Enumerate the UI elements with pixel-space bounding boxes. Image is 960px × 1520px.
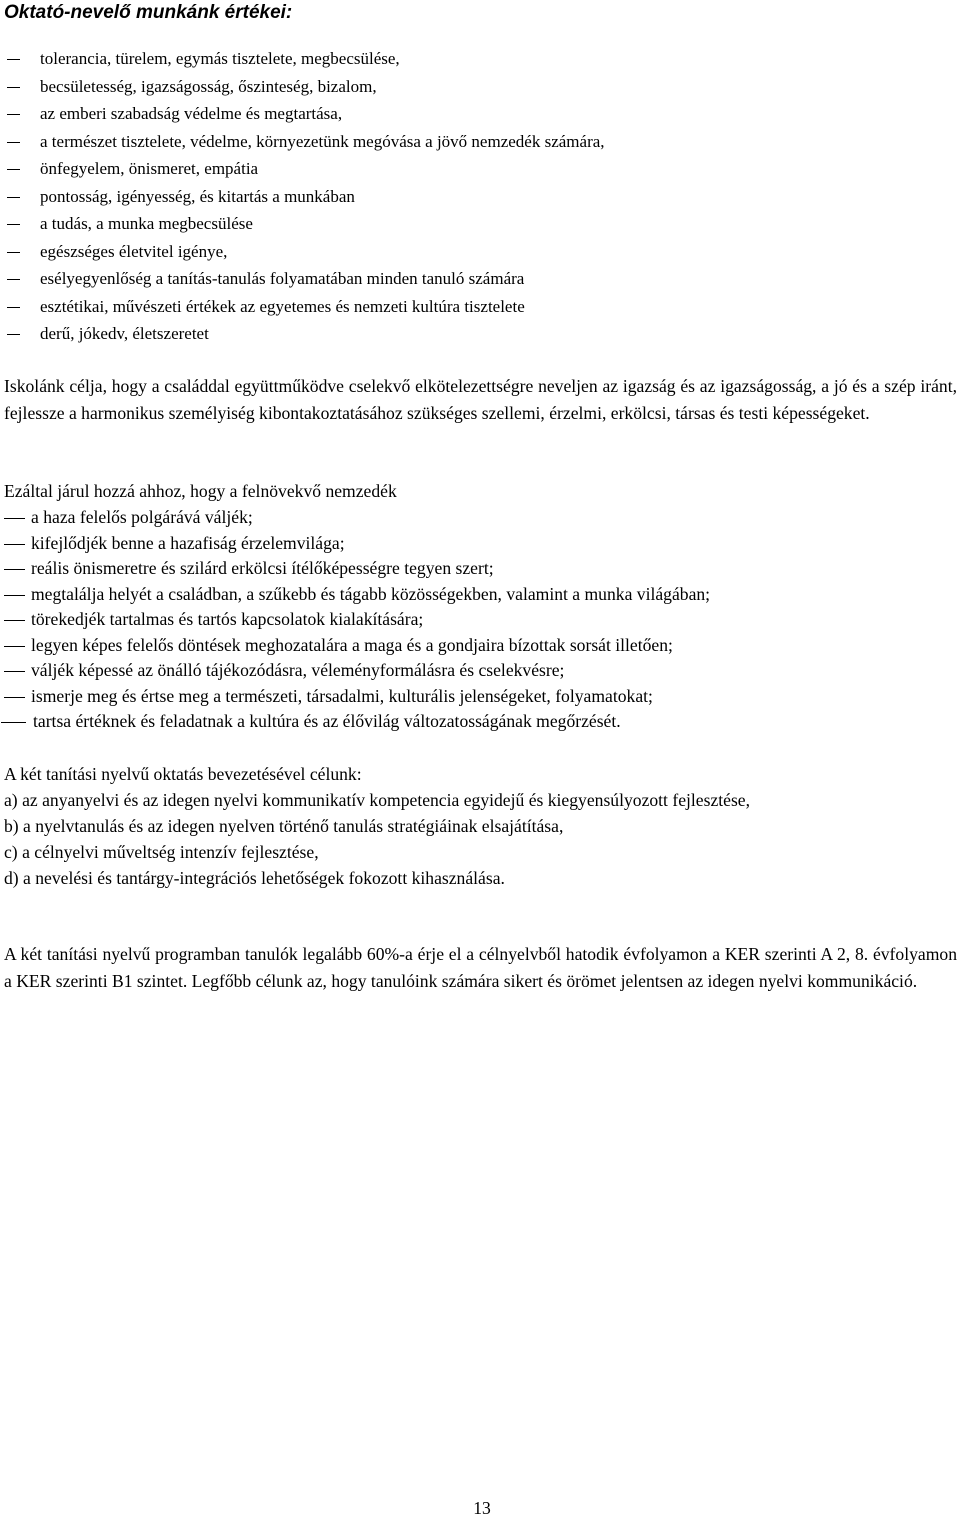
dash-bullet-icon: [4, 518, 25, 519]
generation-goals-list: [0, 505, 960, 735]
values-list: [0, 45, 960, 348]
dash-bullet-icon: [4, 697, 25, 698]
dash-bullet-icon: [4, 671, 25, 672]
list-item-text: reális önismeretre és szilárd erkölcsi ítélőképességre tegyen szert;: [31, 558, 494, 578]
list-item: [0, 582, 960, 608]
generation-intro: Ezáltal járul hozzá ahhoz, hogy a felnövekvő nemzedék: [4, 481, 397, 501]
bilingual-goals-list: [4, 761, 957, 891]
list-item: [0, 556, 960, 582]
list-item-text: önfegyelem, önismeret, empátia: [40, 159, 259, 178]
list-item-text: pontosság, igényesség, és kitartás a munkában: [40, 186, 355, 206]
dash-bullet-icon: [7, 142, 20, 143]
list-item-text: esélyegyenlőség a tanítás-tanulás folyamatában minden tanuló számára: [40, 269, 525, 288]
list-item: A két tanítási nyelvű oktatás bevezetésével célunk:: [4, 764, 362, 784]
list-item-text: törekedjék tartalmas és tartós kapcsolatok kialakítására;: [31, 609, 424, 629]
list-item: a) az anyanyelvi és az idegen nyelvi kommunikatív kompetencia egyidejű és kiegyensúlyozott fejlesztése,: [4, 790, 751, 810]
list-item: b) a nyelvtanulás és az idegen nyelven történő tanulás stratégiáinak elsajátítása,: [4, 816, 564, 836]
dash-bullet-icon: [4, 646, 25, 647]
dash-bullet-icon: [7, 59, 20, 60]
list-item: [0, 183, 960, 211]
list-item: [0, 128, 960, 156]
section-heading: Oktató-nevelő munkánk értékei:: [4, 2, 293, 23]
list-item: [0, 633, 960, 659]
dash-bullet-icon: [7, 87, 20, 88]
list-item: [0, 320, 960, 348]
school-goal-paragraph: Iskolánk célja, hogy a családdal együttműködve cselekvő elkötelezettségre neveljen az igazság és az igazságosság, a jó és a szép iránt, fejlessze a harmonikus személyiség kibontakoztatásához szükséges szellemi, érzelmi, erkölcsi, társas és testi képességeket.: [4, 376, 957, 423]
list-item-text: a haza felelős polgárává váljék;: [31, 507, 253, 527]
list-item: [0, 531, 960, 557]
dash-bullet-icon: [7, 169, 20, 170]
list-item: [0, 45, 960, 73]
list-item-text: esztétikai, művészeti értékek az egyetemes és nemzeti kultúra tisztelete: [40, 296, 525, 316]
dash-bullet-icon: [4, 544, 25, 545]
list-item: [0, 265, 960, 293]
list-item: [0, 73, 960, 101]
dash-bullet-icon: [4, 569, 25, 570]
list-item: c) a célnyelvi műveltség intenzív fejlesztése,: [4, 842, 319, 862]
list-item: [0, 100, 960, 128]
dash-bullet-icon: [4, 620, 25, 621]
list-item-text: tolerancia, türelem, egymás tisztelete, megbecsülése,: [40, 49, 400, 68]
list-item: [0, 658, 960, 684]
list-item: d) a nevelési és tantárgy-integrációs lehetőségek fokozott kihasználása.: [4, 868, 505, 888]
list-item-text: az emberi szabadság védelme és megtartása,: [40, 104, 343, 123]
dash-bullet-icon: [7, 197, 20, 198]
list-item: [0, 684, 960, 710]
list-item-text: legyen képes felelős döntések meghozatalára a maga és a gondjaira bízottak sorsát illetően;: [31, 634, 673, 655]
list-item: [0, 293, 960, 321]
list-item: [0, 238, 960, 266]
list-item-text: váljék képessé az önálló tájékozódásra, véleményformálásra és cselekvésre;: [31, 660, 565, 680]
list-item-text: a természet tisztelete, védelme, környezetünk megóvása a jövő nemzedék számára,: [40, 131, 605, 151]
dash-bullet-icon: [7, 252, 20, 253]
list-item-text: becsületesség, igazságosság, őszinteség, bizalom,: [40, 76, 377, 96]
list-item-text: egészséges életvitel igénye,: [40, 241, 228, 261]
list-item: [0, 155, 960, 183]
list-item-text: derű, jókedv, életszeretet: [40, 324, 209, 343]
list-item: [0, 505, 960, 531]
list-item-text: tartsa értéknek és feladatnak a kultúra és az élővilág változatosságának megőrzését.: [33, 711, 621, 731]
dash-bullet-icon: [1, 722, 26, 723]
dash-bullet-icon: [4, 595, 25, 596]
program-goal-paragraph: A két tanítási nyelvű programban tanulók legalább 60%-a érje el a célnyelvből hatodik évfolyamon a KER szerinti A 2, 8. évfolyamon a KER szerinti B1 szintet. Legfőbb célunk az, hogy tanulóink számára sikert és örömet jelentsen az idegen nyelvi kommunikáció.: [4, 944, 957, 991]
dash-bullet-icon: [7, 334, 20, 335]
list-item-text: ismerje meg és értse meg a természeti, társadalmi, kulturális jelenségeket, folyamatokat;: [31, 685, 653, 706]
dash-bullet-icon: [7, 279, 20, 280]
dash-bullet-icon: [7, 224, 20, 225]
dash-bullet-icon: [7, 307, 20, 308]
list-item-text: a tudás, a munka megbecsülése: [40, 214, 253, 233]
list-item: [0, 709, 960, 735]
list-item: [0, 210, 960, 238]
page-number: 13: [473, 1498, 491, 1518]
dash-bullet-icon: [7, 114, 20, 115]
list-item-text: megtalálja helyét a családban, a szűkebb és tágabb közösségekben, valamint a munka világában;: [31, 583, 711, 604]
list-item: [0, 607, 960, 633]
list-item-text: kifejlődjék benne a hazafiság érzelemvilága;: [31, 532, 345, 553]
